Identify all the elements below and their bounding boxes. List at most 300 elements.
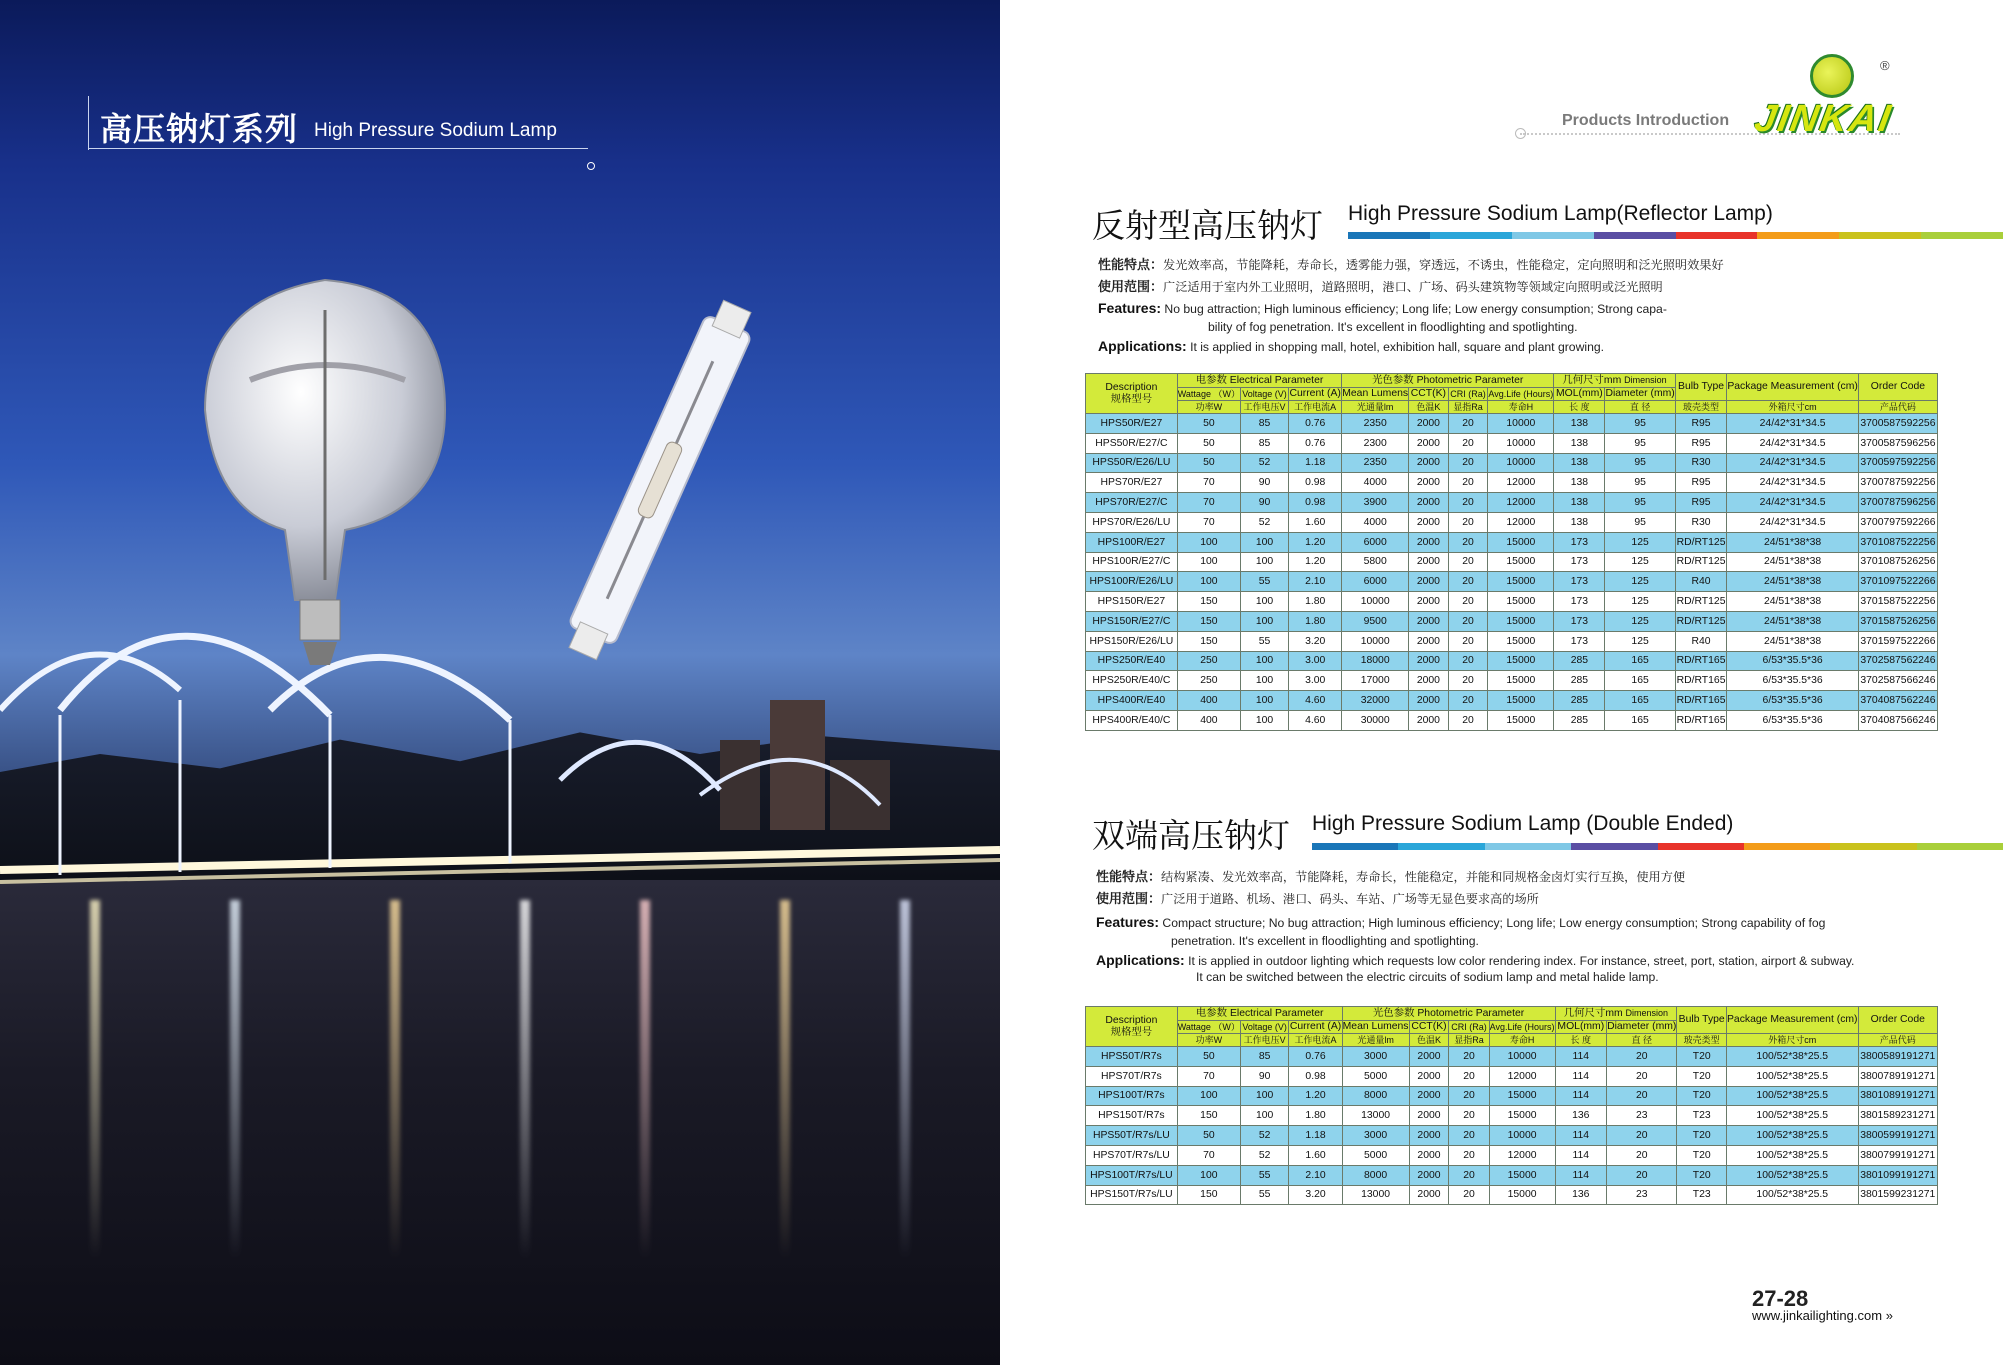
table-cell: 2.10 [1289,1165,1342,1185]
table-cell: 3702587562246 [1858,651,1937,671]
table-cell: 52 [1240,453,1288,473]
bar-segment [1839,232,1921,239]
table-cell: 20 [1449,1145,1489,1165]
table-cell: 15000 [1489,1086,1555,1106]
col-cct: CCT(K) [1409,1021,1449,1034]
table-cell: 10000 [1489,1126,1555,1146]
double-ended-title-en: High Pressure Sodium Lamp (Double Ended) [1312,812,1734,835]
double-ended-usage-cn [1096,890,1539,908]
table-cell: HPS70T/R7s/LU [1086,1145,1178,1165]
page-number: 27-28 [1752,1286,1809,1311]
table-cell: 150 [1177,1185,1240,1205]
col-voltage-cn: 工作电压V [1240,401,1288,414]
table-cell: 2000 [1409,592,1449,612]
table-cell: 52 [1240,1126,1288,1146]
table-cell: 2000 [1409,473,1449,493]
col-order-code-cn: 产品代码 [1858,1034,1937,1047]
table-cell: 100 [1240,552,1288,572]
double-ended-feature-cn [1096,868,1685,886]
table-cell: 10000 [1342,631,1409,651]
table-row [1086,572,1938,592]
table-cell: 2000 [1409,493,1449,513]
table-row [1086,1106,1938,1126]
table-cell: HPS400R/E40/C [1086,710,1178,730]
table-cell: 100 [1240,691,1288,711]
table-cell: 2000 [1409,1047,1449,1067]
table-cell: HPS100R/E26/LU [1086,572,1178,592]
table-cell: T20 [1677,1086,1727,1106]
table-cell: 100/52*38*25.5 [1727,1185,1859,1205]
table-cell: 114 [1555,1047,1607,1067]
website-text[interactable]: www.jinkailighting.com [1752,1308,1883,1323]
table-cell: 173 [1554,552,1605,572]
table-cell: 0.76 [1289,414,1342,434]
table-cell: 15000 [1488,552,1554,572]
table-row [1086,1145,1938,1165]
table-cell: 20 [1448,552,1488,572]
table-row [1086,592,1938,612]
col-mol-cn: 长 度 [1555,1034,1607,1047]
light-reflection [640,900,650,1260]
double-ended-spec-table [1085,1006,1938,1205]
reflector-title-en: High Pressure Sodium Lamp(Reflector Lamp) [1348,202,1773,225]
double-ended-title-cn: 双端高压钠灯 [1092,816,1290,855]
bridge-illustration [0,620,1000,920]
table-cell: 0.76 [1289,1047,1342,1067]
table-cell: HPS150T/R7s/LU [1086,1185,1178,1205]
table-cell: 136 [1555,1106,1607,1126]
col-description: Description 规格型号 [1086,1007,1178,1047]
table-cell: 6/53*35.5*36 [1727,651,1859,671]
table-cell: RD/RT125 [1675,611,1727,631]
table-cell: R95 [1675,414,1727,434]
table-cell: 24/42*31*34.5 [1727,493,1859,513]
table-cell: R40 [1675,631,1727,651]
table-cell: HPS100R/E27/C [1086,552,1178,572]
table-cell: 20 [1448,473,1488,493]
table-cell: 138 [1554,473,1605,493]
series-title-en: High Pressure Sodium Lamp [314,120,557,141]
table-cell: 2350 [1342,414,1409,434]
table-cell: 8000 [1342,1086,1409,1106]
table-cell: 6/53*35.5*36 [1727,691,1859,711]
table-cell: 3700787592256 [1858,473,1937,493]
bar-segment [1512,232,1594,239]
bar-segment [1757,232,1839,239]
table-row [1086,512,1938,532]
table-cell: 90 [1240,473,1288,493]
table-cell: T23 [1677,1106,1727,1126]
col-lumens-cn: 光通量lm [1342,401,1409,414]
light-reflection [520,900,530,1260]
table-cell: HPS100T/R7s/LU [1086,1165,1178,1185]
table-cell: 10000 [1488,453,1554,473]
table-cell: RD/RT165 [1675,710,1727,730]
table-cell: 3700587596256 [1858,433,1937,453]
table-cell: 55 [1240,1185,1288,1205]
table-cell: 100 [1240,592,1288,612]
table-cell: 95 [1605,512,1675,532]
bar-segment [1398,843,1484,850]
table-cell: 2000 [1409,532,1449,552]
table-cell: 3800589191271 [1858,1047,1937,1067]
table-cell: 20 [1449,1126,1489,1146]
table-cell: 10000 [1488,414,1554,434]
table-cell: HPS100T/R7s [1086,1086,1178,1106]
bar-segment [1348,232,1430,239]
table-cell: 50 [1177,1126,1240,1146]
feature-cn-label: 性能特点： [1098,257,1164,272]
table-cell: 70 [1177,512,1240,532]
table-cell: 100 [1240,651,1288,671]
table-row [1086,453,1938,473]
reflector-lamp-image [195,270,455,690]
table-cell: 20 [1448,493,1488,513]
table-cell: RD/RT165 [1675,691,1727,711]
table-cell: 2000 [1409,1165,1449,1185]
table-cell: 15000 [1489,1185,1555,1205]
table-cell: 125 [1605,532,1675,552]
table-cell: 4000 [1342,473,1409,493]
table-cell: 3.00 [1289,671,1342,691]
table-cell: 13000 [1342,1106,1409,1126]
table-cell: 100 [1240,710,1288,730]
jinkai-logo-icon [1810,54,1854,98]
table-row [1086,414,1938,434]
table-row [1086,1066,1938,1086]
double-ended-applications-2: It can be switched between the electric circuits of sodium lamp and metal halide lamp. [1196,970,1659,984]
website-link[interactable] [1752,1308,1893,1323]
table-cell: 15000 [1488,651,1554,671]
table-cell: HPS70R/E27 [1086,473,1178,493]
table-cell: 2000 [1409,414,1449,434]
table-cell: 165 [1605,710,1675,730]
features-label: Features: [1098,300,1162,316]
table-cell: 136 [1555,1185,1607,1205]
table-cell: 138 [1554,512,1605,532]
table-cell: 20 [1607,1126,1677,1146]
table-cell: 3.20 [1289,631,1342,651]
table-cell: 2000 [1409,1106,1449,1126]
table-cell: 12000 [1489,1145,1555,1165]
col-current-cn: 工作电流A [1289,401,1342,414]
table-cell: 50 [1177,414,1240,434]
table-cell: 100 [1177,572,1240,592]
bar-segment [1676,232,1758,239]
table-cell: 95 [1605,414,1675,434]
table-cell: 6/53*35.5*36 [1727,710,1859,730]
col-group-electrical: 电参数 Electrical Parameter [1177,1007,1342,1021]
table-row [1086,651,1938,671]
table-cell: 400 [1177,691,1240,711]
series-title-cn: 高压钠灯系列 [100,110,299,148]
usage-cn-label: 使用范围： [1096,891,1162,906]
table-cell: 70 [1177,1145,1240,1165]
table-cell: 2000 [1409,453,1449,473]
table-cell: 8000 [1342,1165,1409,1185]
col-life: Avg.Life (Hours) [1488,389,1554,399]
col-group-dimension: 几何尺寸mm Dimension [1554,374,1675,388]
col-life-cn: 寿命H [1489,1034,1555,1047]
table-cell: 125 [1605,572,1675,592]
table-cell: T23 [1677,1185,1727,1205]
table-cell: 20 [1448,611,1488,631]
table-cell: 5000 [1342,1145,1409,1165]
table-cell: 4.60 [1289,691,1342,711]
table-cell: HPS50R/E27/C [1086,433,1178,453]
table-cell: 20 [1448,710,1488,730]
table-cell: 85 [1240,433,1288,453]
table-cell: 100 [1240,532,1288,552]
col-cri: CRI (Ra) [1448,388,1488,401]
table-cell: 100/52*38*25.5 [1727,1066,1859,1086]
table-cell: HPS150R/E26/LU [1086,631,1178,651]
table-cell: 100 [1240,1106,1288,1126]
table-cell: 100/52*38*25.5 [1727,1047,1859,1067]
col-wattage: Wattage （W） [1177,389,1240,399]
table-cell: 3801099191271 [1858,1165,1937,1185]
table-cell: 4.60 [1289,710,1342,730]
table-cell: 100 [1177,1086,1240,1106]
table-row [1086,671,1938,691]
table-cell: 18000 [1342,651,1409,671]
table-cell: 90 [1240,493,1288,513]
bar-segment [1830,843,1916,850]
table-cell: HPS70R/E27/C [1086,493,1178,513]
products-introduction-label: Products Introduction [1562,112,1730,129]
table-cell: 32000 [1342,691,1409,711]
applications-text: It is applied in outdoor lighting which requests low color rendering index. For instance, street, port, station, airport & subway. [1188,954,1855,968]
table-cell: 3801599231271 [1858,1185,1937,1205]
table-cell: HPS70T/R7s [1086,1066,1178,1086]
col-voltage: Voltage (V) [1242,1022,1287,1032]
table-cell: 30000 [1342,710,1409,730]
table-cell: 20 [1448,453,1488,473]
table-cell: HPS50T/R7s/LU [1086,1126,1178,1146]
table-cell: 2000 [1409,631,1449,651]
table-cell: 125 [1605,592,1675,612]
usage-cn-label: 使用范围： [1098,279,1164,294]
table-row [1086,473,1938,493]
table-cell: 3704087566246 [1858,710,1937,730]
table-row [1086,1165,1938,1185]
col-group-photometric: 光色参数 Photometric Parameter [1342,374,1554,388]
table-cell: RD/RT165 [1675,671,1727,691]
table-cell: 3801089191271 [1858,1086,1937,1106]
table-cell: 2000 [1409,1086,1449,1106]
reflector-features-en [1098,300,1667,318]
light-reflection [90,900,100,1260]
table-row [1086,1185,1938,1205]
table-cell: 100 [1177,532,1240,552]
feature-cn-text: 发光效率高，节能降耗，寿命长，透雾能力强，穿透远，不诱虫，性能稳定，定向照明和泛光照明效果好 [1163,258,1724,272]
table-cell: R40 [1675,572,1727,592]
table-cell: 20 [1607,1086,1677,1106]
table-cell: 55 [1240,572,1288,592]
table-cell: 2000 [1409,651,1449,671]
table-cell: 20 [1448,572,1488,592]
table-cell: R30 [1675,453,1727,473]
table-row [1086,532,1938,552]
table-cell: 173 [1554,611,1605,631]
table-cell: 400 [1177,710,1240,730]
col-order-code-cn: 产品代码 [1858,401,1937,414]
table-cell: 3700787596256 [1858,493,1937,513]
double-ended-features-en [1096,914,1825,932]
col-lumens: Mean Lumens [1342,1021,1409,1032]
table-cell: 165 [1605,651,1675,671]
table-cell: 100/52*38*25.5 [1727,1126,1859,1146]
table-cell: RD/RT125 [1675,552,1727,572]
river [0,880,1000,1365]
table-cell: 3700797592266 [1858,512,1937,532]
double-ended-lamp-image [540,290,780,670]
feature-cn-text: 结构紧凑、发光效率高，节能降耗，寿命长，性能稳定，并能和同规格金卤灯实行互换，使用方便 [1161,870,1686,884]
col-bulb-type-cn: 玻壳类型 [1675,401,1727,414]
table-cell: 24/42*31*34.5 [1727,512,1859,532]
applications-label: Applications: [1096,952,1185,968]
table-cell: 10000 [1488,433,1554,453]
table-cell: 250 [1177,651,1240,671]
table-cell: 10000 [1489,1047,1555,1067]
table-row [1086,631,1938,651]
col-voltage: Voltage (V) [1242,389,1287,399]
bar-segment [1430,232,1512,239]
table-cell: 1.18 [1289,1126,1342,1146]
col-order-code: Order Code [1858,1007,1937,1034]
table-cell: 3702587566246 [1858,671,1937,691]
table-cell: 100 [1240,1086,1288,1106]
table-cell: HPS400R/E40 [1086,691,1178,711]
table-cell: 15000 [1489,1165,1555,1185]
table-cell: 3.00 [1289,651,1342,671]
table-cell: 20 [1448,671,1488,691]
table-cell: 3701087522256 [1858,532,1937,552]
table-cell: 1.20 [1289,532,1342,552]
table-cell: 3700587592256 [1858,414,1937,434]
table-cell: 1.80 [1289,592,1342,612]
table-cell: 15000 [1488,532,1554,552]
table-row [1086,1126,1938,1146]
table-cell: 1.20 [1289,1086,1342,1106]
table-cell: 6000 [1342,572,1409,592]
table-cell: 23 [1607,1106,1677,1126]
table-cell: 3800599191271 [1858,1126,1937,1146]
col-diameter: Diameter (mm) [1607,1021,1677,1032]
table-cell: 114 [1555,1165,1607,1185]
light-reflection [390,900,400,1260]
col-cri: CRI (Ra) [1449,1021,1489,1034]
table-cell: HPS50T/R7s [1086,1047,1178,1067]
table-cell: 70 [1177,493,1240,513]
table-cell: 12000 [1489,1066,1555,1086]
table-cell: 173 [1554,572,1605,592]
table-cell: 285 [1554,651,1605,671]
table-cell: T20 [1677,1047,1727,1067]
table-cell: 138 [1554,433,1605,453]
col-mol-cn: 长 度 [1554,401,1605,414]
usage-cn-text: 广泛适用于室内外工业照明，道路照明，港口、广场、码头建筑物等领域定向照明或泛光照明 [1163,280,1663,294]
table-cell: 24/42*31*34.5 [1727,414,1859,434]
col-description: Description 规格型号 [1086,374,1178,414]
table-cell: 1.60 [1289,512,1342,532]
table-cell: 15000 [1488,611,1554,631]
table-cell: 24/51*38*38 [1727,552,1859,572]
double-ended-applications [1096,952,1854,970]
table-cell: 1.80 [1289,611,1342,631]
double-chevron-icon: » [1885,1308,1893,1323]
title-dot-icon [587,162,595,170]
table-cell: HPS150R/E27 [1086,592,1178,612]
table-cell: 20 [1448,433,1488,453]
table-cell: 125 [1605,631,1675,651]
table-cell: 2000 [1409,572,1449,592]
col-current: Current (A) [1289,388,1341,399]
table-cell: 138 [1554,493,1605,513]
table-cell: 3704087562246 [1858,691,1937,711]
table-cell: 2000 [1409,611,1449,631]
col-mol: MOL(mm) [1554,388,1605,401]
table-cell: T20 [1677,1126,1727,1146]
table-cell: 20 [1449,1047,1489,1067]
jinkai-logo: JINKAI [1751,98,1896,140]
table-cell: 173 [1554,631,1605,651]
table-cell: 3701587526256 [1858,611,1937,631]
table-cell: 24/42*31*34.5 [1727,433,1859,453]
table-cell: 0.76 [1289,433,1342,453]
table-cell: 70 [1177,473,1240,493]
table-cell: 13000 [1342,1185,1409,1205]
table-cell: 3701097522266 [1858,572,1937,592]
table-cell: 100/52*38*25.5 [1727,1165,1859,1185]
registered-mark: ® [1880,58,1890,73]
table-row [1086,433,1938,453]
bar-segment [1312,843,1398,850]
table-cell: 4000 [1342,512,1409,532]
table-cell: 173 [1554,532,1605,552]
table-cell: 3700597592256 [1858,453,1937,473]
table-cell: 20 [1607,1066,1677,1086]
col-package: Package Measurement (cm) [1727,1007,1859,1034]
table-cell: 24/42*31*34.5 [1727,453,1859,473]
table-cell: 138 [1554,453,1605,473]
applications-text: It is applied in shopping mall, hotel, exhibition hall, square and plant growing. [1190,340,1605,354]
light-reflection [230,900,240,1260]
double-ended-color-bar [1312,843,2003,850]
table-cell: 20 [1449,1185,1489,1205]
table-cell: 114 [1555,1145,1607,1165]
col-life-cn: 寿命H [1488,401,1554,414]
table-cell: 100 [1240,671,1288,691]
col-cct-cn: 色温K [1409,1034,1449,1047]
table-cell: 12000 [1488,493,1554,513]
table-row [1086,710,1938,730]
table-row [1086,552,1938,572]
table-cell: 125 [1605,552,1675,572]
table-cell: 114 [1555,1086,1607,1106]
table-cell: 95 [1605,473,1675,493]
table-cell: 100 [1177,1165,1240,1185]
table-cell: 1.80 [1289,1106,1342,1126]
table-cell: 24/51*38*38 [1727,611,1859,631]
table-cell: 15000 [1488,572,1554,592]
reflector-spec-table [1085,373,1938,731]
table-cell: 15000 [1489,1106,1555,1126]
table-cell: 20 [1449,1165,1489,1185]
table-cell: 2000 [1409,691,1449,711]
bar-segment [1571,843,1657,850]
table-cell: 2000 [1409,1145,1449,1165]
